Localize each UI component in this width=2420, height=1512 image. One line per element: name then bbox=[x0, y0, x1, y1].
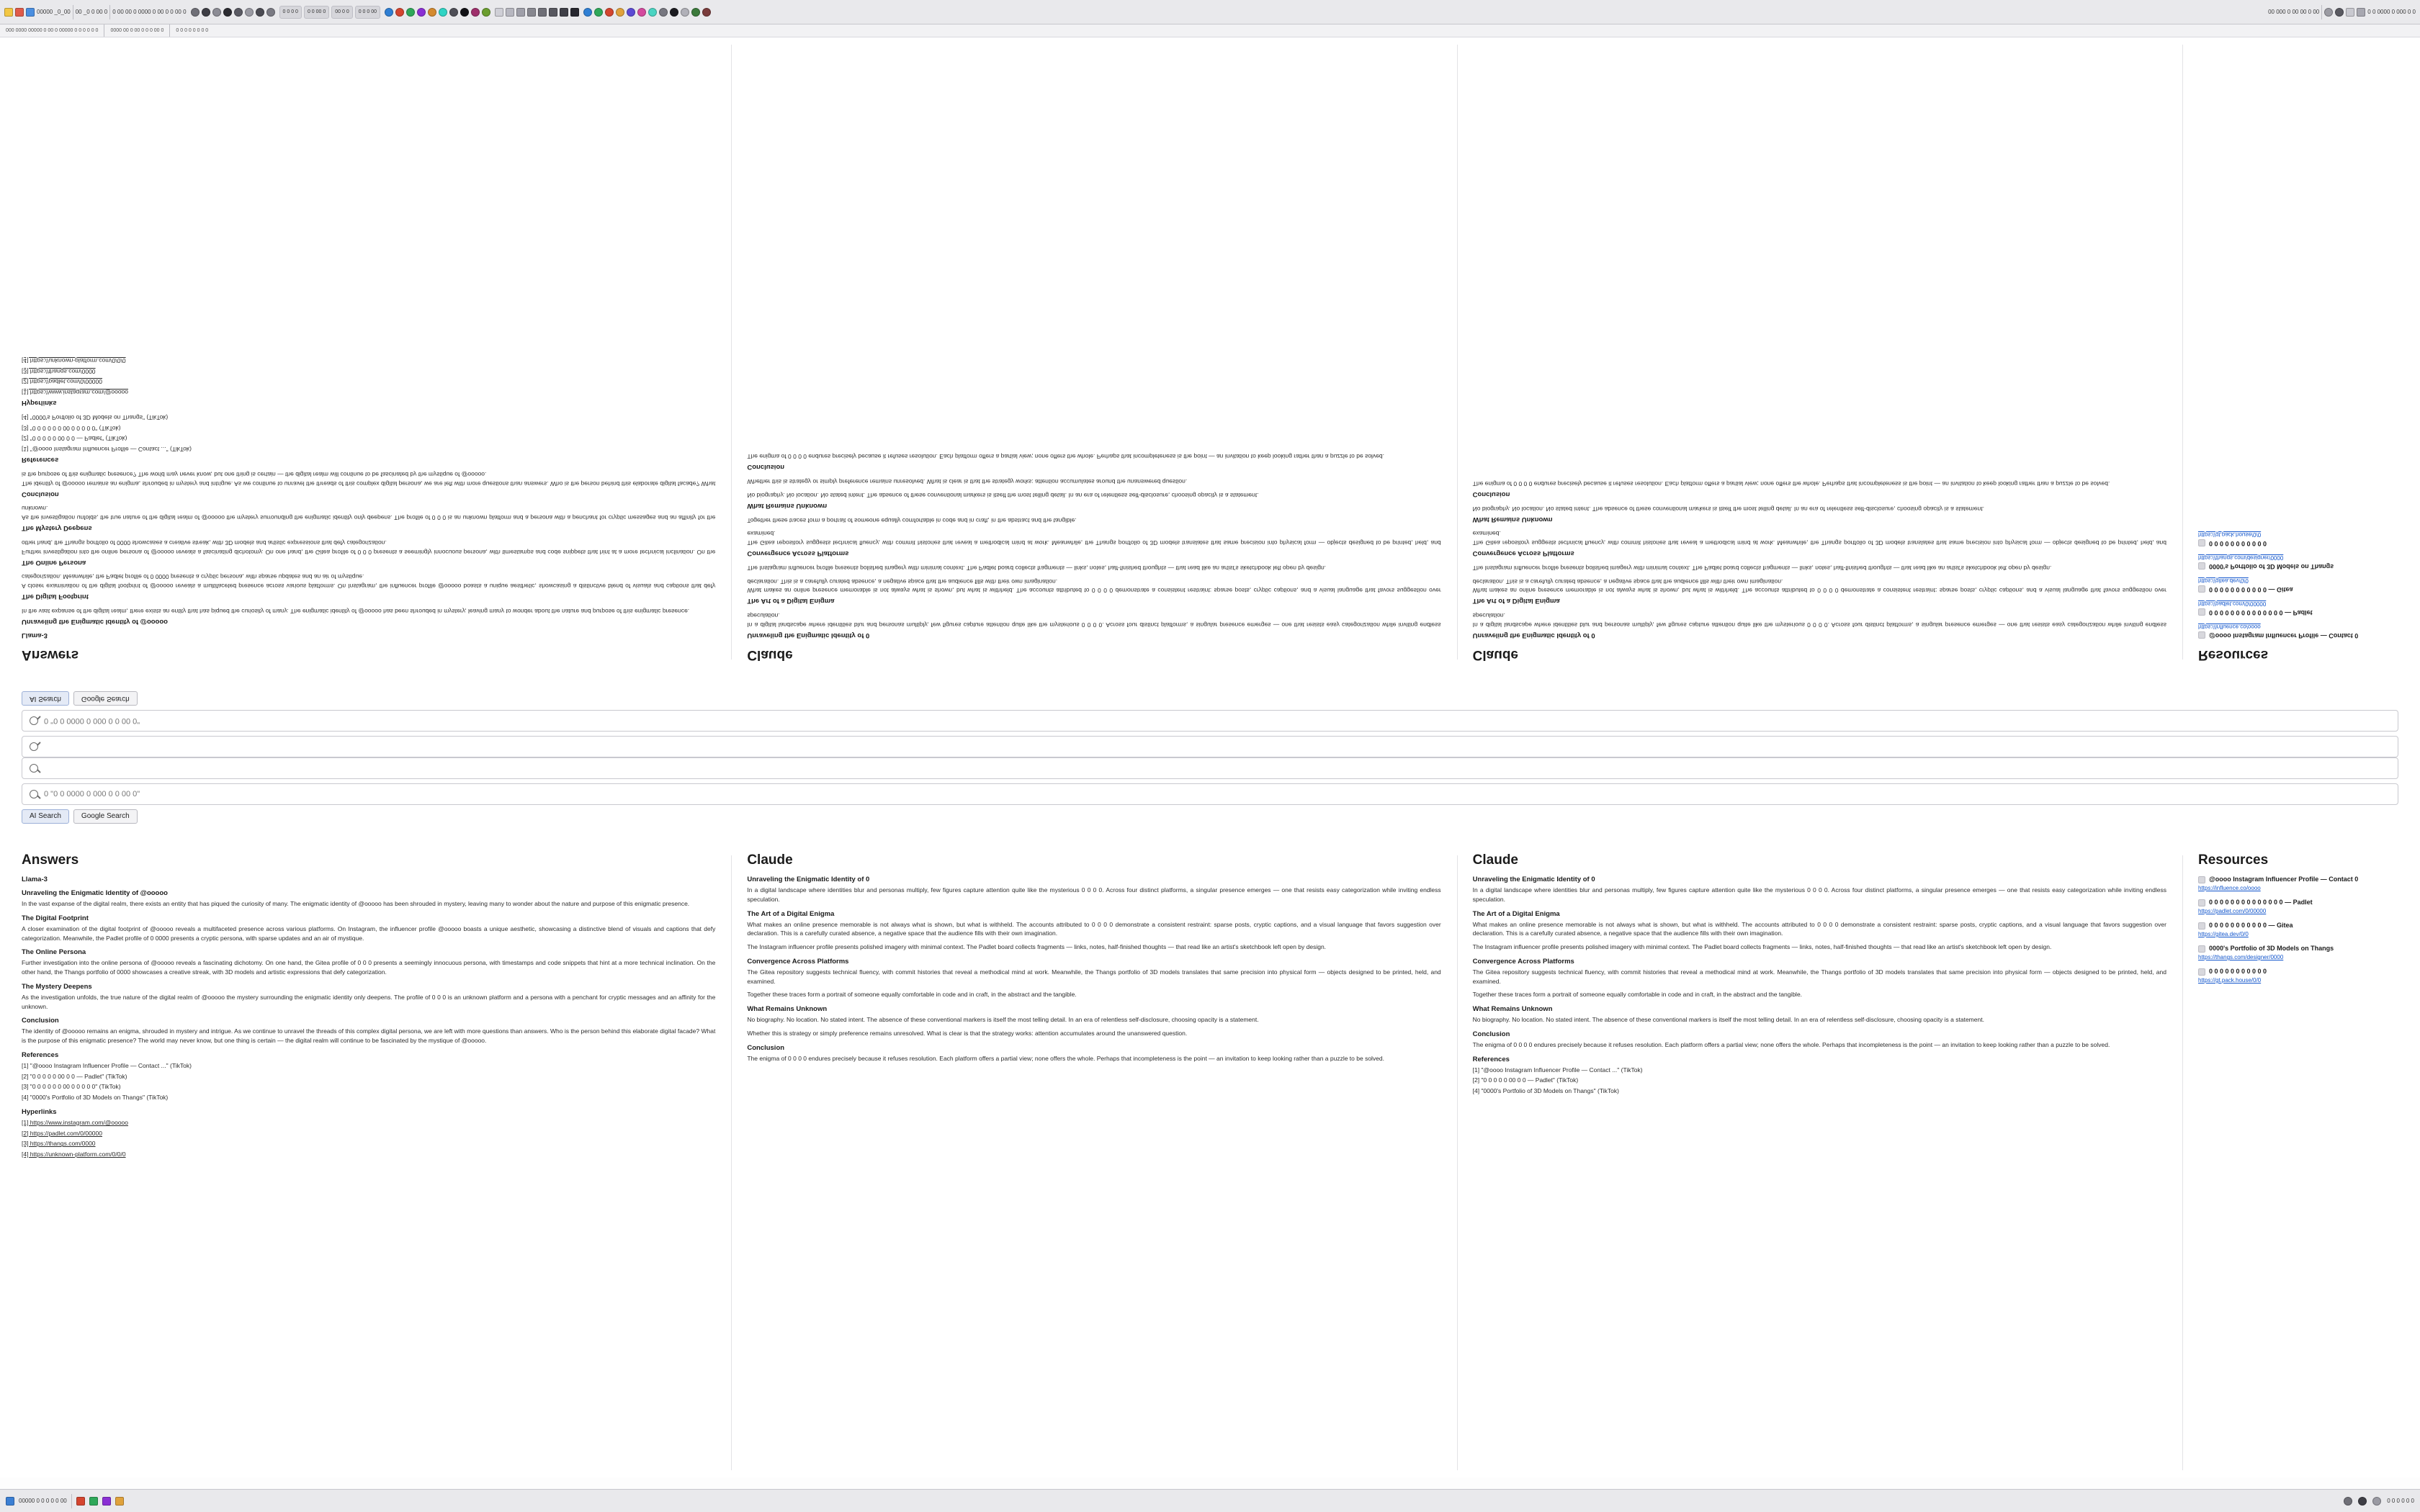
resource-title: @oooo Instagram Influencer Profile — Contact 0 bbox=[2208, 876, 2359, 883]
column-resources bbox=[2182, 852, 2398, 1477]
resource-item[interactable] bbox=[2198, 531, 2383, 547]
resource-title-row bbox=[2198, 922, 2383, 930]
column-resources-mirror bbox=[2182, 37, 2398, 662]
taskbar-app-icon[interactable] bbox=[102, 1497, 111, 1506]
circle-icon[interactable] bbox=[583, 8, 592, 17]
section-heading: Unraveling the Enigmatic Identity of 0 bbox=[1472, 876, 1595, 883]
circle-icon[interactable] bbox=[2335, 8, 2344, 17]
link-icon bbox=[2198, 876, 2205, 883]
browser-bookmarks-bar bbox=[0, 24, 2420, 37]
resource-title-row bbox=[2198, 539, 2383, 547]
reference-list bbox=[22, 1061, 715, 1102]
section-paragraph: The enigma of 0 0 0 0 endures precisely because it refuses resolution. Each platform offers a partial view; none offers the whole. Perhaps that incompleteness is the point — an invitation to keep looking rather than a puzzle to be solved. bbox=[747, 453, 1385, 461]
hyperlinks-heading: Hyperlinks bbox=[22, 1107, 57, 1116]
search-row-a bbox=[22, 757, 2398, 779]
reference-item: [1] "@oooo Instagram Influencer Profile — Contact ..." (TikTok) bbox=[22, 1061, 192, 1069]
toolbar-group-icons-b bbox=[385, 8, 490, 17]
section-heading: Convergence Across Platforms bbox=[1472, 957, 1574, 966]
search-buttons bbox=[22, 809, 2398, 824]
resource-url[interactable]: https://thangs.com/designer/0000 bbox=[2197, 954, 2284, 960]
tray-icon[interactable] bbox=[2358, 1497, 2367, 1506]
resource-item-instagram[interactable] bbox=[2198, 876, 2383, 891]
resource-title: 0000's Portfolio of 3D Models on Thangs bbox=[2208, 945, 2334, 952]
circle-icon[interactable] bbox=[395, 8, 404, 17]
circle-icon[interactable] bbox=[670, 8, 678, 17]
column-body-claude-a bbox=[747, 876, 1440, 1063]
link-icon bbox=[2198, 539, 2205, 546]
references-heading: References bbox=[22, 1050, 59, 1059]
resource-url[interactable]: https://gitea.dev/0/0 bbox=[2197, 577, 2249, 584]
reference-item: [1] "@oooo Instagram Influencer Profile — Contact ..." (TikTok) bbox=[1472, 1066, 1643, 1074]
section-heading: Conclusion bbox=[22, 490, 59, 498]
app-icon[interactable] bbox=[15, 8, 24, 17]
resource-title-row bbox=[2198, 876, 2383, 883]
toolbar-group-icons-c bbox=[495, 8, 579, 17]
reference-item: [4] "0000's Portfolio of 3D Models on Thangs" (TikTok) bbox=[1472, 1087, 1619, 1094]
section-heading: The Art of a Digital Enigma bbox=[747, 909, 835, 918]
taskbar-app-icon[interactable] bbox=[115, 1497, 124, 1506]
resource-item-gitea[interactable] bbox=[2198, 922, 2383, 937]
taskbar-app-icon[interactable] bbox=[76, 1497, 85, 1506]
section-paragraph: Whether this is strategy or simply preference remains unresolved. What is clear is that the strategy works: attention accumulates around the unanswered question. bbox=[747, 478, 1188, 486]
column-claude-b bbox=[1457, 852, 2182, 1477]
section-paragraph: The enigma of 0 0 0 0 endures precisely because it refuses resolution. Each platform offers a partial view; none offers the whole. Perhaps that incompleteness is the point — an invitation to keep looking rather than a puzzle to be solved. bbox=[1472, 480, 2110, 487]
section-heading: The Art of a Digital Enigma bbox=[747, 597, 835, 606]
search-buttons-mirror bbox=[22, 691, 2398, 706]
circle-icon[interactable] bbox=[702, 8, 711, 17]
section-paragraph: In the vast expanse of the digital realm, there exists an entity that has piqued the curiosity of many. The enigmatic identity of @ooooo has been shrouded in mystery, leaving many to wonder about the nature and purpose of this enigmatic presence. bbox=[22, 608, 690, 615]
circle-icon[interactable] bbox=[202, 8, 210, 17]
square-icon[interactable] bbox=[560, 8, 568, 17]
resources-heading: Resources bbox=[2197, 852, 2269, 868]
section-paragraph: The Gitea repository suggests technical fluency, with commit histories that reveal a methodical mind at work. Meanwhile, the Thangs portfolio of 3D models translates that same precision into physical form — objects designed to be printed, held, and examined. bbox=[747, 530, 1441, 547]
section-heading: The Art of a Digital Enigma bbox=[1472, 597, 1560, 606]
section-paragraph: The identity of @ooooo remains an enigma, shrouded in mystery and intrigue. As we continue to unravel the threads of this complex digital persona, we are left with more questions than answers. Who is the person behind this elaborate digital facade? What is the purpose of this enigmatic presence? The world may never know, but one thing is certain — the digital realm will continue to be fascinated by the mystique of @ooooo. bbox=[22, 1027, 716, 1044]
circle-icon[interactable] bbox=[449, 8, 458, 17]
section-heading: Convergence Across Platforms bbox=[747, 549, 849, 558]
column-body-claude-b bbox=[1473, 876, 2166, 1096]
resource-item[interactable] bbox=[2198, 600, 2383, 616]
app-icon[interactable] bbox=[4, 8, 13, 17]
section-paragraph: The Instagram influencer profile presents polished imagery with minimal context. The Padlet board collects fragments — links, notes, half-finished thoughts — that read like an artist's sketchbook left open by design. bbox=[747, 943, 1327, 950]
tray-icon[interactable] bbox=[2372, 1497, 2381, 1506]
circle-icon[interactable] bbox=[406, 8, 415, 17]
ai-search-button[interactable]: AI Search bbox=[22, 809, 69, 824]
model-name-llama3: Llama-3 bbox=[22, 876, 48, 883]
section-heading: The Digital Footprint bbox=[22, 914, 89, 922]
circle-icon[interactable] bbox=[212, 8, 221, 17]
toolbar-chip[interactable]: 0 0 0 00 bbox=[355, 6, 380, 19]
section-paragraph: In a digital landscape where identities blur and personas multiply, few figures capture attention quite like the mysterious 0 0 0 0. Across four distinct platforms, a singular presence emerges — one that resists easy categorization while inviting endless speculation. bbox=[747, 886, 1441, 903]
column-claude2-mirror bbox=[1457, 37, 2182, 662]
tray-icon[interactable] bbox=[2344, 1497, 2352, 1506]
section-paragraph: What makes an online presence memorable is not always what is shown, but what is withheld. The accounts attributed to 0 0 0 0 demonstrate a consistent restraint: sparse posts, cryptic captions, and a visual language that favors suggestion over declaration. This is a carefully curated absence, a negative space that the audience fills with their own imagination. bbox=[747, 577, 1441, 595]
resource-url[interactable]: https://padlet.com/0/00000 bbox=[2197, 908, 2267, 914]
section-heading: Convergence Across Platforms bbox=[747, 957, 849, 966]
section-heading: What Remains Unknown bbox=[1472, 515, 1553, 523]
resource-item-thangs[interactable] bbox=[2198, 945, 2383, 960]
circle-icon[interactable] bbox=[627, 8, 635, 17]
square-icon[interactable] bbox=[527, 8, 536, 17]
resource-item-other[interactable] bbox=[2198, 968, 2383, 984]
section-paragraph: The Gitea repository suggests technical fluency, with commit histories that reveal a methodical mind at work. Meanwhile, the Thangs portfolio of 3D models translates that same precision into physical form — objects designed to be printed, held, and examined. bbox=[1472, 530, 2166, 547]
circle-icon[interactable] bbox=[460, 8, 469, 17]
link-icon bbox=[2198, 922, 2205, 930]
model-name-claude: Claude bbox=[747, 852, 793, 868]
page-mirror bbox=[0, 37, 2420, 757]
toolbar-label-right: 00 000 0 00 00 0 00 bbox=[2268, 9, 2320, 15]
resources-title-mirror: Resources bbox=[2197, 647, 2269, 662]
section-heading: Unraveling the Enigmatic Identity of 0 bbox=[1472, 631, 1595, 639]
reference-list bbox=[22, 413, 715, 454]
resource-item[interactable] bbox=[2198, 577, 2383, 593]
reference-item: [2] "0 0 0 0 0 00 0 0 — Padlet" (TikTok) bbox=[22, 435, 127, 443]
reference-list bbox=[1473, 1066, 2166, 1096]
section-heading: Hyperlinks bbox=[22, 399, 57, 408]
section-paragraph: The Gitea repository suggests technical fluency, with commit histories that reveal a methodical mind at work. Meanwhile, the Thangs portfolio of 3D models translates that same precision into physical form — objects designed to be printed, held, and examined. bbox=[747, 968, 1441, 985]
section-paragraph: The Instagram influencer profile presents polished imagery with minimal context. The Padlet board collects fragments — links, notes, half-finished thoughts — that read like an artist's sketchbook left open by design. bbox=[1472, 943, 2052, 950]
circle-icon[interactable] bbox=[385, 8, 393, 17]
resource-title-row bbox=[2198, 968, 2383, 976]
taskbar-divider bbox=[71, 1494, 72, 1508]
search-icon bbox=[30, 742, 38, 751]
column-body-mirror bbox=[22, 356, 715, 639]
toolbar-label-right2: 0 0 0000 0 000 0 0 bbox=[2367, 9, 2416, 15]
hyperlink-item[interactable]: [2] https://padlet.com/0/00000 bbox=[22, 378, 102, 386]
resource-url[interactable]: https://gitea.dev/0/0 bbox=[2197, 931, 2249, 937]
circle-icon[interactable] bbox=[428, 8, 436, 17]
resource-title-row bbox=[2198, 899, 2383, 906]
toolbar-group-icons-d bbox=[583, 8, 711, 17]
section-heading: Unraveling the Enigmatic Identity of @ooooo bbox=[22, 618, 168, 626]
section-paragraph: The enigma of 0 0 0 0 endures precisely because it refuses resolution. Each platform offers a partial view; none offers the whole. Perhaps that incompleteness is the point — an invitation to keep looking rather than a puzzle to be solved. bbox=[1472, 1040, 2110, 1048]
toolbar-divider bbox=[2321, 5, 2322, 19]
section-paragraph: In a digital landscape where identities blur and personas multiply, few figures capture attention quite like the mysterious 0 0 0 0. Across four distinct platforms, a singular presence emerges — one that resists easy categorization while inviting endless speculation. bbox=[1472, 886, 2166, 903]
section-paragraph: A closer examination of the digital footprint of @ooooo reveals a multifaceted presence across various platforms. On Instagram, the influencer profile @ooooo boasts a unique aesthetic, showcasing a distinctive blend of visuals and captions that defy categorization. Meanwhile, the Padlet profile of 0 0000 presents a cryptic persona, with sparse updates and an air of mystique. bbox=[22, 573, 716, 590]
page bbox=[0, 757, 2420, 1477]
resource-url[interactable]: https://gt.pack.house/0/0 bbox=[2197, 531, 2262, 538]
section-heading: Unraveling the Enigmatic Identity of 0 bbox=[747, 631, 870, 639]
resource-title: 0 0 0 0 0 0 0 0 0 0 0 0 0 0 — Padlet bbox=[2208, 609, 2313, 616]
section-paragraph: The Gitea repository suggests technical fluency, with commit histories that reveal a methodical mind at work. Meanwhile, the Thangs portfolio of 3D models translates that same precision into physical form — objects designed to be printed, held, and examined. bbox=[1472, 968, 2166, 985]
search-row-a-mirror bbox=[22, 736, 2398, 757]
resource-item[interactable] bbox=[2198, 624, 2383, 639]
resource-title: 0 0 0 0 0 0 0 0 0 0 0 bbox=[2208, 540, 2267, 547]
hyperlink-list bbox=[22, 1118, 715, 1159]
ai-search-button-mirror[interactable]: AI Search bbox=[22, 691, 69, 706]
hyperlink-item[interactable]: [3] https://thangs.com/0000 bbox=[22, 367, 96, 375]
toolbar-group-left bbox=[4, 5, 187, 19]
search-block bbox=[22, 757, 2398, 851]
bookmark-label[interactable]: 000 0000 00000 0 00 0 00000 0 0 0 0 0 0 bbox=[6, 28, 99, 33]
resource-url[interactable]: https://influence.co/oooo bbox=[2197, 885, 2261, 891]
model-name-claude-b: Claude bbox=[1472, 852, 1519, 868]
mirrored-page-preview bbox=[0, 37, 2420, 757]
toolbar-chip[interactable]: 00 0 0 bbox=[331, 6, 352, 19]
search-block-mirror bbox=[22, 664, 2398, 757]
section-paragraph: The Instagram influencer profile presents polished imagery with minimal context. The Padlet board collects fragments — links, notes, half-finished thoughts — that read like an artist's sketchbook left open by design. bbox=[1472, 564, 2052, 572]
resource-item[interactable] bbox=[2198, 554, 2383, 570]
section-paragraph: What makes an online presence memorable is not always what is shown, but what is withheld. The accounts attributed to 0 0 0 0 demonstrate a consistent restraint: sparse posts, cryptic captions, and a visual language that favors suggestion over declaration. This is a carefully curated absence, a negative space that the audience fills with their own imagination. bbox=[747, 920, 1441, 937]
column-title-claude2-mirror: Claude bbox=[1472, 647, 1519, 662]
circle-icon[interactable] bbox=[2324, 8, 2333, 17]
column-body-llama3 bbox=[22, 876, 715, 1159]
section-paragraph: As the investigation unfolds, the true nature of the digital realm of @ooooo the mystery surrounding the enigmatic identity only deepens. The profile of 0 0 0 is an unknown platform and a persona with a penchant for cryptic messages and an affinity for the unknown. bbox=[22, 993, 716, 1010]
link-icon bbox=[2198, 608, 2205, 616]
reference-item: [3] "0 0 0 0 0 0 00 0 0 0 0 0" (TikTok) bbox=[22, 424, 121, 432]
section-heading: The Online Persona bbox=[22, 558, 86, 567]
taskbar-tray bbox=[2344, 1497, 2414, 1506]
circle-icon[interactable] bbox=[417, 8, 426, 17]
resource-title-row bbox=[2198, 631, 2383, 639]
search-placeholder-mirror: 0 "0 0 0000 0 000 0 0 00 0" bbox=[44, 716, 140, 725]
link-icon bbox=[2198, 585, 2205, 593]
section-paragraph: Further investigation into the online persona of @ooooo reveals a fascinating dichotomy. On one hand, the Gitea profile of 0 0 0 presents a seemingly innocuous persona, with timestamps and code snippets that hint at a more technical inclination. On the other hand, the Thangs portfolio of 0000 showcases a creative streak, with 3D models and artistic expressions that defy categorization. bbox=[22, 959, 716, 976]
circle-icon[interactable] bbox=[256, 8, 264, 17]
section-heading: References bbox=[22, 456, 59, 464]
section-paragraph: No biography. No location. No stated intent. The absence of these conventional markers is itself the most telling detail. In an era of relentless self-disclosure, choosing opacity is a statement. bbox=[1472, 505, 1984, 513]
column-title-answers-mirror: Answers bbox=[22, 647, 79, 662]
circle-icon[interactable] bbox=[439, 8, 447, 17]
search-row-b bbox=[22, 783, 2398, 805]
section-heading: Conclusion bbox=[22, 1017, 59, 1025]
column-body-claude2-mirror bbox=[1473, 479, 2166, 639]
link-icon bbox=[2198, 899, 2205, 906]
resource-title: 0 0 0 0 0 0 0 0 0 0 0 — Gitea bbox=[2208, 922, 2293, 929]
column-claude-mirror bbox=[731, 37, 1456, 662]
link-icon bbox=[2198, 562, 2205, 570]
column-body-claude-mirror bbox=[747, 452, 1440, 639]
section-heading: Conclusion bbox=[747, 1043, 785, 1052]
circle-icon[interactable] bbox=[471, 8, 480, 17]
google-search-button-mirror[interactable]: Google Search bbox=[73, 691, 138, 706]
columns bbox=[22, 852, 2398, 1477]
taskbar-label-left: 00000 0 0 0 0 0 00 bbox=[19, 1498, 67, 1504]
bookmark-label[interactable]: 0 0 0 0 0 0 0 0 bbox=[176, 28, 209, 33]
link-icon bbox=[2198, 945, 2205, 953]
resource-title-row bbox=[2198, 562, 2383, 570]
resource-title-row bbox=[2198, 608, 2383, 616]
square-icon[interactable] bbox=[570, 8, 579, 17]
square-icon[interactable] bbox=[538, 8, 547, 17]
section-heading: The Mystery Deepens bbox=[22, 982, 92, 991]
google-search-button[interactable]: Google Search bbox=[73, 809, 138, 824]
column-answers bbox=[22, 852, 731, 1477]
bookmark-label[interactable]: 0000 00 0 00 0 0 0 00 0 bbox=[110, 28, 164, 33]
toolbar-label-left2: 00 _0 0 00 0 bbox=[75, 9, 108, 15]
taskbar-app-icon[interactable] bbox=[89, 1497, 98, 1506]
hyperlink-item[interactable]: [4] https://unknown-platform.com/0/0/0 bbox=[22, 357, 126, 364]
circle-icon[interactable] bbox=[266, 8, 275, 17]
hyperlink-item[interactable]: [1] https://www.instagram.com/@ooooo bbox=[22, 1118, 128, 1126]
section-paragraph: No biography. No location. No stated intent. The absence of these conventional markers is itself the most telling detail. In an era of relentless self-disclosure, choosing opacity is a statement. bbox=[747, 1016, 1259, 1023]
section-paragraph: No biography. No location. No stated intent. The absence of these conventional markers is itself the most telling detail. In an era of relentless self-disclosure, choosing opacity is a statement. bbox=[747, 492, 1259, 499]
reference-item: [2] "0 0 0 0 0 00 0 0 — Padlet" (TikTok) bbox=[1472, 1076, 1579, 1084]
column-llama3-mirror bbox=[22, 37, 731, 662]
bookmarks-divider bbox=[169, 24, 170, 37]
start-icon[interactable] bbox=[6, 1497, 14, 1506]
resource-url[interactable]: https://thangs.com/designer/0000 bbox=[2197, 554, 2284, 561]
section-heading: What Remains Unknown bbox=[747, 502, 828, 510]
circle-icon[interactable] bbox=[681, 8, 689, 17]
section-paragraph: What makes an online presence memorable is not always what is shown, but what is withheld. The accounts attributed to 0 0 0 0 demonstrate a consistent restraint: sparse posts, cryptic captions, and a visual language that favors suggestion over declaration. This is a carefully curated absence, a negative space that the audience fills with their own imagination. bbox=[1472, 920, 2166, 937]
column-title-claude-mirror: Claude bbox=[747, 647, 793, 662]
section-heading: What Remains Unknown bbox=[1472, 1005, 1553, 1013]
search-icon bbox=[30, 764, 38, 773]
toolbar-divider bbox=[109, 5, 110, 19]
hyperlink-item[interactable]: [3] https://thangs.com/0000 bbox=[22, 1140, 96, 1148]
search-input-secondary-mirror[interactable] bbox=[22, 736, 2398, 757]
toolbar-label-left3: 0 00 00 0 0000 0 00 0 0 00 0 bbox=[112, 9, 187, 15]
search-placeholder: 0 "0 0 0000 0 000 0 0 00 0" bbox=[44, 790, 140, 798]
search-input[interactable] bbox=[22, 783, 2398, 805]
section-paragraph: No biography. No location. No stated intent. The absence of these conventional markers is itself the most telling detail. In an era of relentless self-disclosure, choosing opacity is a statement. bbox=[1472, 1016, 1984, 1023]
column-claude-a bbox=[731, 852, 1456, 1477]
resource-title: 0 0 0 0 0 0 0 0 0 0 0 0 0 0 — Padlet bbox=[2208, 899, 2313, 906]
section-paragraph: In the vast expanse of the digital realm, there exists an entity that has piqued the curiosity of many. The enigmatic identity of @ooooo has been shrouded in mystery, leaving many to wonder about the nature and purpose of this enigmatic presence. bbox=[22, 900, 690, 907]
search-icon bbox=[30, 716, 38, 725]
section-paragraph: In a digital landscape where identities blur and personas multiply, few figures capture attention quite like the mysterious 0 0 0 0. Across four distinct platforms, a singular presence emerges — one that resists easy categorization while inviting endless speculation. bbox=[1472, 612, 2166, 629]
section-heading: Unraveling the Enigmatic Identity of 0 bbox=[747, 876, 870, 883]
circle-icon[interactable] bbox=[648, 8, 657, 17]
resource-title: 0000's Portfolio of 3D Models on Thangs bbox=[2208, 563, 2334, 570]
search-icon bbox=[30, 790, 38, 798]
toolbar-group-icons-a bbox=[191, 8, 275, 17]
section-heading: What Remains Unknown bbox=[747, 1005, 828, 1013]
section-heading: Llama-3 bbox=[22, 631, 48, 639]
section-paragraph: The identity of @ooooo remains an enigma, shrouded in mystery and intrigue. As we continue to unravel the threads of this complex digital persona, we are left with more questions than answers. Who is the person behind this elaborate digital facade? What is the purpose of this enigmatic presence? The world may never know, but one thing is certain — the digital realm will continue to be fascinated by the mystique of @ooooo. bbox=[22, 471, 716, 487]
resource-title-row bbox=[2198, 945, 2383, 953]
section-heading: Conclusion bbox=[1472, 1030, 1510, 1038]
link-icon bbox=[2198, 631, 2205, 639]
section-heading: Convergence Across Platforms bbox=[1472, 549, 1574, 558]
section-paragraph: A closer examination of the digital footprint of @ooooo reveals a multifaceted presence across various platforms. On Instagram, the influencer profile @ooooo boasts a unique aesthetic, showcasing a distinctive blend of visuals and captions that defy categorization. Meanwhile, the Padlet profile of 0 0000 presents a cryptic persona, with sparse updates and an air of mystique. bbox=[22, 924, 716, 942]
reference-item: [4] "0000's Portfolio of 3D Models on Thangs" (TikTok) bbox=[22, 1094, 169, 1101]
circle-icon[interactable] bbox=[616, 8, 624, 17]
section-paragraph: What makes an online presence memorable is not always what is shown, but what is withheld. The accounts attributed to 0 0 0 0 demonstrate a consistent restraint: sparse posts, cryptic captions, and a visual language that favors suggestion over declaration. This is a carefully curated absence, a negative space that the audience fills with their own imagination. bbox=[1472, 577, 2166, 595]
resource-title-row bbox=[2198, 585, 2383, 593]
link-icon bbox=[2198, 968, 2205, 976]
search-row-b-mirror bbox=[22, 710, 2398, 732]
resource-title: @oooo Instagram Influencer Profile — Contact 0 bbox=[2208, 632, 2359, 639]
toolbar-group-right bbox=[2268, 5, 2416, 19]
circle-icon[interactable] bbox=[245, 8, 254, 17]
circle-icon[interactable] bbox=[594, 8, 603, 17]
columns-mirror bbox=[22, 37, 2398, 662]
reference-item: [4] "0000's Portfolio of 3D Models on Thangs" (TikTok) bbox=[22, 414, 169, 421]
circle-icon[interactable] bbox=[637, 8, 646, 17]
main-content-area bbox=[0, 757, 2420, 1489]
toolbar-chip[interactable]: 0 0 00 0 bbox=[304, 6, 329, 19]
section-heading: The Digital Footprint bbox=[22, 593, 89, 601]
section-paragraph: Together these traces form a portrait of someone equally comfortable in code and in craft, in the abstract and the tangible. bbox=[1472, 991, 1803, 999]
circle-icon[interactable] bbox=[482, 8, 490, 17]
section-paragraph: The enigma of 0 0 0 0 endures precisely because it refuses resolution. Each platform offers a partial view; none offers the whole. Perhaps that incompleteness is the point — an invitation to keep looking rather than a puzzle to be solved. bbox=[747, 1054, 1385, 1062]
section-heading: The Online Persona bbox=[22, 948, 86, 957]
toolbar-label-left: 00000 _0_00 bbox=[37, 9, 71, 15]
circle-icon[interactable] bbox=[659, 8, 668, 17]
section-heading: Unraveling the Enigmatic Identity of @ooooo bbox=[22, 889, 168, 897]
circle-icon[interactable] bbox=[691, 8, 700, 17]
section-paragraph: Further investigation into the online persona of @ooooo reveals a fascinating dichotomy. On one hand, the Gitea profile of 0 0 0 presents a seemingly innocuous persona, with timestamps and code snippets that hint at a more technical inclination. On the other hand, the Thangs portfolio of 0000 showcases a creative streak, with 3D models and artistic expressions that defy categorization. bbox=[22, 539, 716, 556]
search-input-mirror[interactable] bbox=[22, 710, 2398, 732]
taskbar bbox=[0, 1489, 2420, 1512]
circle-icon[interactable] bbox=[223, 8, 232, 17]
section-paragraph: Together these traces form a portrait of someone equally comfortable in code and in craft, in the abstract and the tangible. bbox=[747, 516, 1077, 524]
circle-icon[interactable] bbox=[605, 8, 614, 17]
section-paragraph: In a digital landscape where identities blur and personas multiply, few figures capture attention quite like the mysterious 0 0 0 0. Across four distinct platforms, a singular presence emerges — one that resists easy categorization while inviting endless speculation. bbox=[747, 612, 1441, 629]
search-input-secondary[interactable] bbox=[22, 757, 2398, 779]
hyperlink-list bbox=[22, 356, 715, 397]
resource-title: 0 0 0 0 0 0 0 0 0 0 0 bbox=[2208, 968, 2267, 975]
reference-item: [1] "@oooo Instagram Influencer Profile — Contact ..." (TikTok) bbox=[22, 446, 192, 454]
circle-icon[interactable] bbox=[234, 8, 243, 17]
hyperlink-item[interactable]: [2] https://padlet.com/0/00000 bbox=[22, 1129, 102, 1137]
section-paragraph: Whether this is strategy or simply preference remains unresolved. What is clear is that the strategy works: attention accumulates around the unanswered question. bbox=[747, 1029, 1188, 1037]
resource-list-mirror bbox=[2198, 531, 2383, 639]
section-heading: Conclusion bbox=[747, 463, 785, 472]
taskbar-label-right: 0 0 0 0 0 0 bbox=[2387, 1498, 2414, 1504]
square-icon[interactable] bbox=[516, 8, 525, 17]
square-icon[interactable] bbox=[2346, 8, 2354, 17]
toolbar-chip[interactable]: 0 0 0 0 bbox=[279, 6, 302, 19]
resource-url[interactable]: https://influence.co/oooo bbox=[2197, 624, 2261, 630]
section-paragraph: As the investigation unfolds, the true nature of the digital realm of @ooooo the mystery surrounding the enigmatic identity only deepens. The profile of 0 0 0 is an unknown platform and a persona with a penchant for cryptic messages and an affinity for the unknown. bbox=[22, 505, 716, 522]
square-icon[interactable] bbox=[549, 8, 557, 17]
resource-url[interactable]: https://gt.pack.house/0/0 bbox=[2197, 977, 2262, 984]
references-heading: References bbox=[1472, 1055, 1510, 1063]
app-icon[interactable] bbox=[26, 8, 35, 17]
resource-item-padlet[interactable] bbox=[2198, 899, 2383, 914]
reference-item: [3] "0 0 0 0 0 0 00 0 0 0 0 0" (TikTok) bbox=[22, 1083, 121, 1091]
resource-url[interactable]: https://padlet.com/0/00000 bbox=[2197, 600, 2267, 607]
square-icon[interactable] bbox=[495, 8, 503, 17]
hyperlink-item[interactable]: [1] https://www.instagram.com/@ooooo bbox=[22, 389, 128, 397]
circle-icon[interactable] bbox=[191, 8, 200, 17]
resource-title: 0 0 0 0 0 0 0 0 0 0 0 — Gitea bbox=[2208, 586, 2293, 593]
answers-heading: Answers bbox=[22, 852, 79, 868]
square-icon[interactable] bbox=[2357, 8, 2365, 17]
resource-list bbox=[2198, 876, 2383, 984]
browser-toolbar bbox=[0, 0, 2420, 24]
hyperlink-item[interactable]: [4] https://unknown-platform.com/0/0/0 bbox=[22, 1151, 126, 1158]
section-paragraph: Together these traces form a portrait of someone equally comfortable in code and in craft, in the abstract and the tangible. bbox=[747, 991, 1077, 999]
section-heading: Conclusion bbox=[1472, 490, 1510, 498]
section-paragraph: The Instagram influencer profile presents polished imagery with minimal context. The Padlet board collects fragments — links, notes, half-finished thoughts — that read like an artist's sketchbook left open by design. bbox=[747, 564, 1327, 572]
section-heading: The Mystery Deepens bbox=[22, 524, 92, 533]
square-icon[interactable] bbox=[506, 8, 514, 17]
reference-item: [2] "0 0 0 0 0 00 0 0 — Padlet" (TikTok) bbox=[22, 1072, 127, 1080]
section-heading: The Art of a Digital Enigma bbox=[1472, 909, 1560, 918]
toolbar-group-chips bbox=[279, 6, 381, 19]
